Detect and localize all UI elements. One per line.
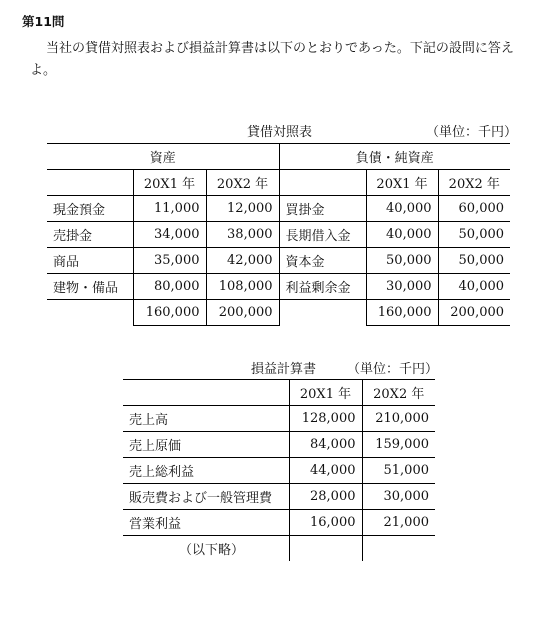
bs-year-blank-right (279, 170, 366, 196)
is-row-label: 売上総利益 (129, 465, 195, 480)
bs-asset-y2: 38,000 (206, 222, 279, 248)
bs-asset-y1: 34,000 (133, 222, 206, 248)
table-row (123, 432, 435, 458)
is-row-label: 営業利益 (129, 517, 182, 532)
is-caption: 損益計算書 (251, 362, 317, 377)
table-row (47, 196, 510, 222)
bs-liab-label: 利益剰余金 (279, 274, 366, 300)
bs-asset-label: 商品 (47, 248, 133, 274)
is-year1: 20X1 年 (289, 380, 362, 406)
assets-header: 資産 (47, 144, 279, 170)
bs-asset-year2: 20X2 年 (206, 170, 279, 196)
bs-liab-y2: 40,000 (438, 274, 510, 300)
bs-asset-y1: 80,000 (133, 274, 206, 300)
problem-intro: 当社の貸借対照表および損益計算書は以下のとおりであった。下記の設問に答えよ。 (30, 41, 514, 78)
income-statement-table (123, 379, 435, 561)
is-row-label: 販売費および一般管理費 (129, 491, 273, 506)
bs-liab-label: 長期借入金 (279, 222, 366, 248)
bs-asset-y1: 11,000 (133, 196, 206, 222)
bs-liab-label: 買掛金 (279, 196, 366, 222)
table-row (123, 406, 435, 432)
is-row-y2: 21,000 (383, 515, 429, 530)
bs-asset-y1: 35,000 (133, 248, 206, 274)
bs-caption: 貸借対照表 (247, 125, 313, 140)
is-footer-note: （以下略） (179, 543, 245, 558)
table-row (123, 484, 435, 510)
is-row-y1: 44,000 (289, 458, 362, 484)
is-row-label: 売上原価 (129, 439, 182, 454)
bs-liab-y1: 40,000 (366, 196, 438, 222)
is-row-label: 売上高 (129, 413, 169, 428)
bs-liab-y2: 60,000 (438, 196, 510, 222)
bs-total-row (47, 300, 510, 326)
is-year-row (123, 380, 435, 406)
is-footer-blank-y1 (289, 536, 362, 562)
table-row (47, 222, 510, 248)
is-row-y2: 210,000 (375, 411, 429, 426)
bs-year-blank-left (47, 170, 133, 196)
bs-asset-y2: 12,000 (206, 196, 279, 222)
is-row-y1: 84,000 (289, 432, 362, 458)
bs-liab-y1: 30,000 (366, 274, 438, 300)
is-footer-blank-y2 (362, 536, 435, 562)
bs-liab-year1: 20X1 年 (366, 170, 438, 196)
table-row (123, 510, 435, 536)
bs-liab-total-y2: 200,000 (438, 300, 510, 326)
bs-asset-label: 建物・備品 (47, 274, 133, 300)
bs-liab-year2: 20X2 年 (438, 170, 510, 196)
is-row-y1: 28,000 (289, 484, 362, 510)
table-row (47, 274, 510, 300)
bs-asset-label: 売掛金 (47, 222, 133, 248)
is-year2: 20X2 年 (373, 387, 425, 402)
bs-liab-total-y1: 160,000 (366, 300, 438, 326)
bs-total-blank-right (279, 300, 366, 326)
bs-header-row (47, 144, 510, 170)
is-year-blank (123, 380, 289, 406)
is-unit: （単位：千円） (347, 362, 439, 377)
bs-unit: （単位：千円） (426, 125, 518, 140)
balance-sheet-table (47, 143, 510, 326)
bs-liab-y2: 50,000 (438, 222, 510, 248)
is-row-y2: 30,000 (383, 489, 429, 504)
is-row-y2: 159,000 (375, 437, 429, 452)
bs-year-row (47, 170, 510, 196)
problem-title: 第11問 (22, 14, 65, 29)
table-row (123, 458, 435, 484)
bs-asset-y2: 42,000 (206, 248, 279, 274)
bs-liab-label: 資本金 (279, 248, 366, 274)
bs-liab-y1: 40,000 (366, 222, 438, 248)
bs-asset-total-y1: 160,000 (133, 300, 206, 326)
bs-asset-year1: 20X1 年 (133, 170, 206, 196)
is-row-y1: 16,000 (289, 510, 362, 536)
is-row-y1: 128,000 (289, 406, 362, 432)
bs-liab-y2: 50,000 (438, 248, 510, 274)
bs-asset-y2: 108,000 (206, 274, 279, 300)
bs-asset-total-y2: 200,000 (206, 300, 279, 326)
bs-asset-label: 現金預金 (47, 196, 133, 222)
table-row (47, 248, 510, 274)
is-footer-row (123, 536, 435, 562)
bs-liab-y1: 50,000 (366, 248, 438, 274)
bs-total-blank-left (47, 300, 133, 326)
is-row-y2: 51,000 (383, 463, 429, 478)
liab-header: 負債・純資産 (279, 144, 510, 170)
